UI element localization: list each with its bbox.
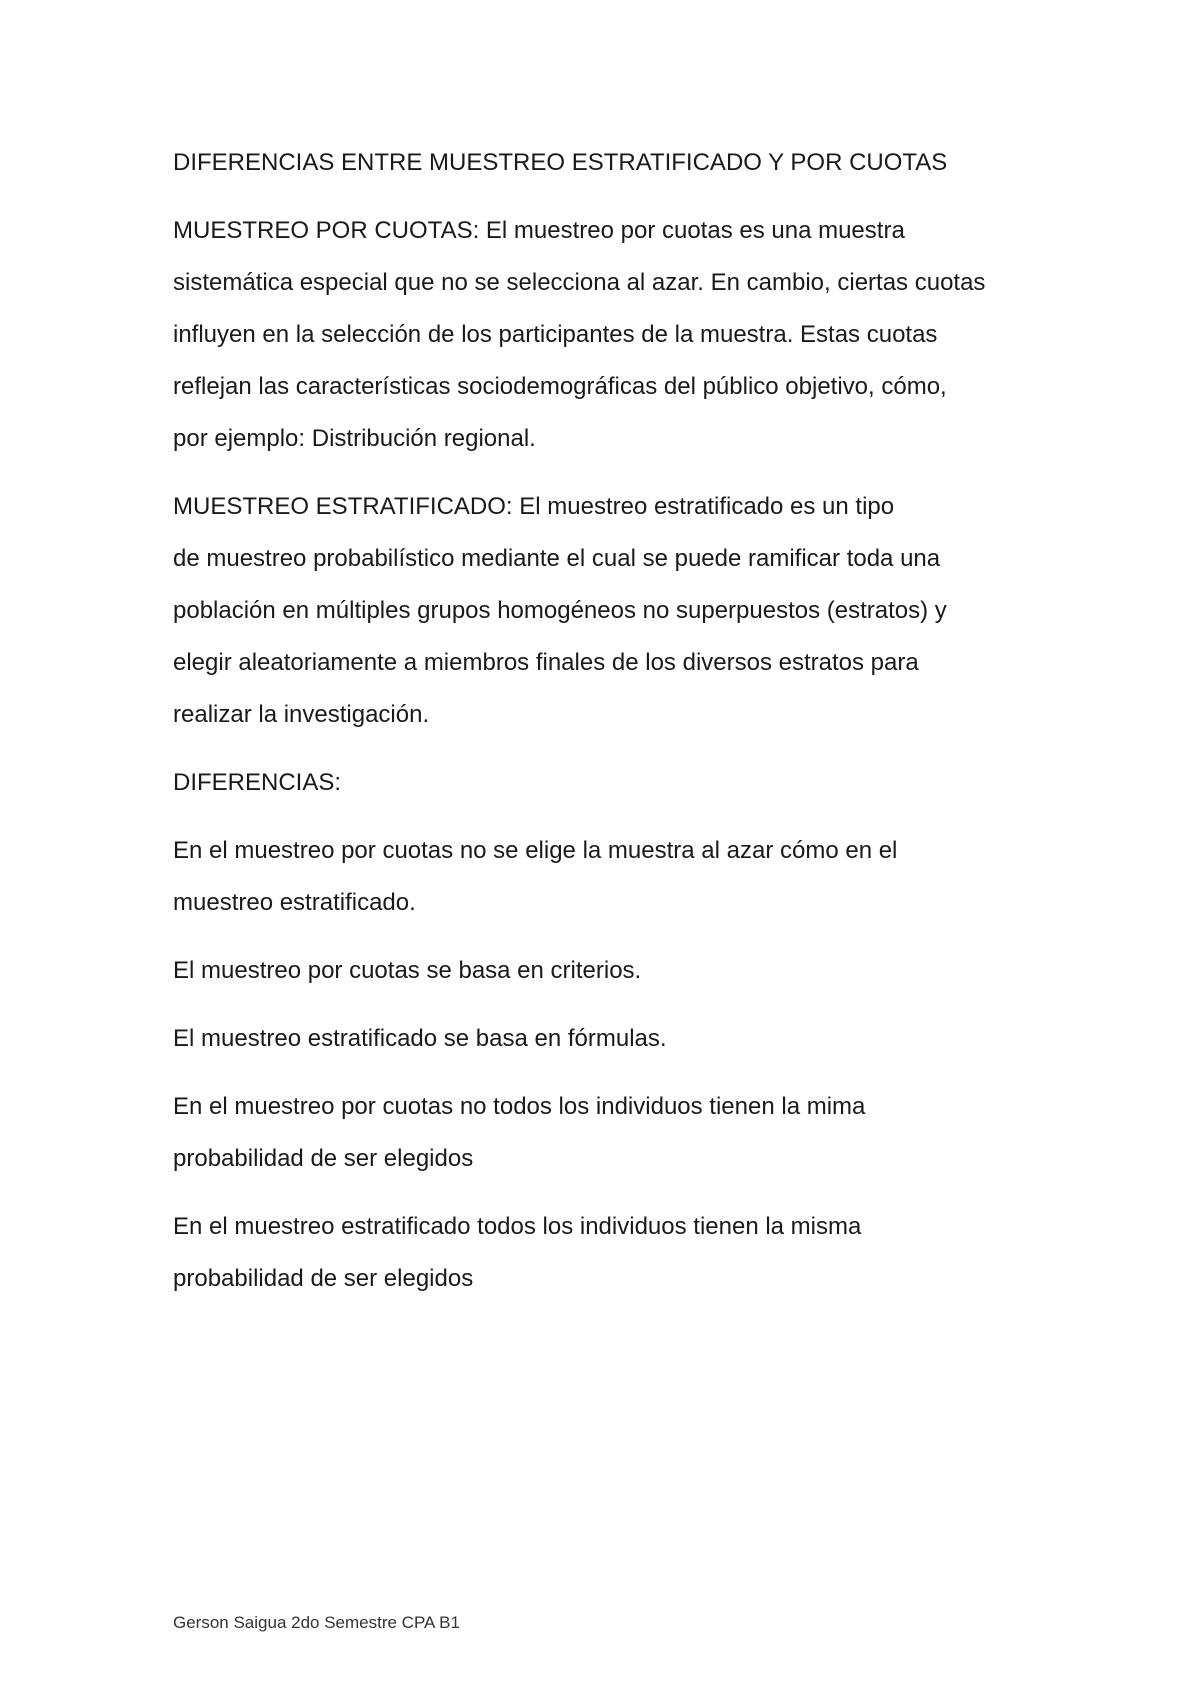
difference-item-line: El muestreo por cuotas se basa en criterios. [173, 957, 642, 984]
cuotas-paragraph-line: influyen en la selección de los participantes de la muestra. Estas cuotas [173, 321, 938, 348]
difference-item-line: probabilidad de ser elegidos [173, 1145, 474, 1172]
estratificado-paragraph-line: de muestreo probabilístico mediante el cual se puede ramificar toda una [173, 545, 941, 572]
cuotas-paragraph-line: MUESTREO POR CUOTAS: El muestreo por cuotas es una muestra [173, 217, 905, 244]
estratificado-paragraph-line: elegir aleatoriamente a miembros finales de los diversos estratos para [173, 649, 919, 676]
estratificado-paragraph-line: realizar la investigación. [173, 701, 430, 728]
differences-heading: DIFERENCIAS: [173, 769, 342, 796]
difference-item-line: En el muestreo por cuotas no todos los individuos tienen la mima [173, 1093, 866, 1120]
estratificado-paragraph-line: MUESTREO ESTRATIFICADO: El muestreo estratificado es un tipo [173, 493, 895, 520]
cuotas-paragraph-line: sistemática especial que no se selecciona al azar. En cambio, ciertas cuotas [173, 269, 986, 296]
difference-item-line: En el muestreo por cuotas no se elige la muestra al azar cómo en el [173, 837, 898, 864]
cuotas-paragraph-line: reflejan las características sociodemográficas del público objetivo, cómo, [173, 373, 947, 400]
difference-item-line: El muestreo estratificado se basa en fórmulas. [173, 1025, 667, 1052]
difference-item-line: En el muestreo estratificado todos los individuos tienen la misma [173, 1213, 862, 1240]
estratificado-paragraph-line: población en múltiples grupos homogéneos no superpuestos (estratos) y [173, 597, 947, 624]
page-footer: Gerson Saigua 2do Semestre CPA B1 [173, 1613, 460, 1632]
difference-item-line: muestreo estratificado. [173, 889, 416, 916]
difference-item-line: probabilidad de ser elegidos [173, 1265, 474, 1292]
cuotas-paragraph-line: por ejemplo: Distribución regional. [173, 425, 536, 452]
document-title: DIFERENCIAS ENTRE MUESTREO ESTRATIFICADO Y POR CUOTAS [173, 149, 948, 176]
